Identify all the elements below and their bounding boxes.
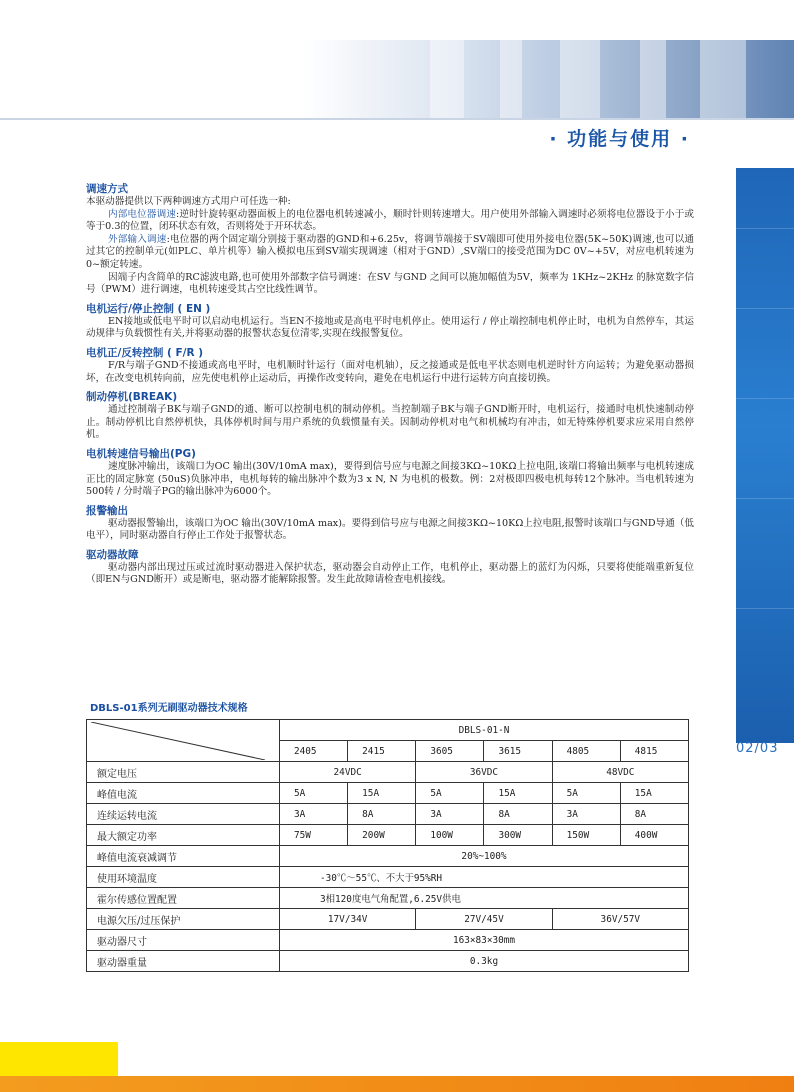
section-heading-alarm: 报警输出 bbox=[86, 504, 128, 517]
row-label: 电源欠压/过压保护 bbox=[87, 909, 280, 930]
main-content bbox=[86, 182, 694, 587]
variant-cell: 4815 bbox=[620, 741, 688, 762]
value-cell: 200W bbox=[348, 825, 416, 846]
table-row bbox=[87, 783, 689, 804]
value-cell: 8A bbox=[484, 804, 552, 825]
header-stripe bbox=[700, 40, 746, 118]
value-cell: 8A bbox=[620, 804, 688, 825]
footer-orange-bar bbox=[0, 1076, 794, 1092]
header-stripe bbox=[430, 40, 464, 118]
table-row bbox=[87, 846, 689, 867]
value-cell: 75W bbox=[280, 825, 348, 846]
fault-text: 驱动器内部出现过压或过流时驱动器进入保护状态，驱动器会自动停止工作，电机停止，驱动器上的蓝灯为闪烁，只要将使能端重新复位（即EN与GND断开）或是断电，驱动器才能解除报警。发生此故障请检查电机接线。 bbox=[86, 561, 694, 586]
internal-text: :逆时针旋转驱动器面板上的电位器电机转速减小，顺时针则转速增大。用户使用外部输入调速时必须将电位器设于小于或等于0.3的位置，闭环状态有效，否则将处于开环状态。 bbox=[86, 208, 695, 233]
value-cell: 100W bbox=[416, 825, 484, 846]
diagonal-line bbox=[91, 722, 265, 760]
table-row bbox=[87, 909, 689, 930]
value-cell: 36VDC bbox=[416, 762, 552, 783]
row-label: 峰值电流 bbox=[87, 783, 280, 804]
row-label: 驱动器重量 bbox=[87, 951, 280, 972]
table-row bbox=[87, 867, 689, 888]
table-row bbox=[87, 804, 689, 825]
value-cell: 24VDC bbox=[280, 762, 416, 783]
speed-pwm: 因端子内含简单的RC滤波电路,也可使用外部数字信号调速：在SV 与GND 之间可以施加幅值为5V，频率为 1KHz~2KHz 的脉宽数字信号（PWM）进行调速，电机转速受其占空比线性调节。 bbox=[86, 271, 694, 296]
corner-cell bbox=[87, 720, 280, 762]
section-heading-en: 电机运行/停止控制 ( EN ) bbox=[86, 302, 211, 315]
row-label: 峰值电流衰减调节 bbox=[87, 846, 280, 867]
header-stripe bbox=[500, 40, 522, 118]
header-stripe bbox=[640, 40, 666, 118]
row-label: 驱动器尺寸 bbox=[87, 930, 280, 951]
variant-cell: 3615 bbox=[484, 741, 552, 762]
fr-text: F/R与端子GND不接通或高电平时，电机顺时针运行（面对电机轴），反之接通或是低电平状态则电机逆时针方向运转；为避免驱动器损坏，在改变电机转向前，应先使电机停止运动后，再操作改变转向，避免在电机运行中进行运转方向直接切换。 bbox=[86, 359, 694, 384]
value-cell: 5A bbox=[416, 783, 484, 804]
external-text: :电位器的两个固定端分别接于驱动器的GND和+6.25v，将调节端接于SV端即可使用外接电位器(5K~50K)调速,也可以通过其它的控制单元(如PLC、单片机等）输入模拟电压到SV端实现调速（相对于GND）,SV端口的接受范围为DC 0V~+5V，对应电机转速为0~额定转速。 bbox=[86, 233, 695, 270]
table-row bbox=[87, 888, 689, 909]
value-cell: 163×83×30mm bbox=[280, 930, 689, 951]
value-cell: 15A bbox=[348, 783, 416, 804]
table-row bbox=[87, 720, 689, 741]
brake-text: 通过控制端子BK与端子GND的通、断可以控制电机的制动停机。当控制端子BK与端子GND断开时，电机运行，接通时电机快速制动停止。制动停机比自然停机快，具体停机时间与用户系统的负载惯量有关。因制动停机对电气和机械均有冲击，如无特殊停机要求应采用自然停机。 bbox=[86, 404, 694, 441]
alarm-text: 驱动器报警输出，该端口为OC 输出(30V/10mA max)。要得到信号应与电源之间接3KΩ~10KΩ上拉电阻,报警时该端口与GND导通（低电平），同时驱动器自行停止工作处于报警状态。 bbox=[86, 517, 694, 542]
value-cell: 8A bbox=[348, 804, 416, 825]
value-cell: 48VDC bbox=[552, 762, 688, 783]
table-row bbox=[87, 762, 689, 783]
internal-label: 内部电位器调速 bbox=[108, 208, 176, 220]
external-label: 外部输入调速 bbox=[108, 233, 167, 245]
variant-cell: 3605 bbox=[416, 741, 484, 762]
value-cell: 3A bbox=[416, 804, 484, 825]
model-cell: DBLS-01-N bbox=[280, 720, 689, 741]
specs-table bbox=[86, 719, 689, 972]
header-stripe bbox=[560, 40, 600, 118]
value-cell: 15A bbox=[484, 783, 552, 804]
value-cell: 20%~100% bbox=[280, 846, 689, 867]
section-heading-fault: 驱动器故障 bbox=[86, 548, 139, 561]
value-cell: 150W bbox=[552, 825, 620, 846]
footer-yellow-block bbox=[0, 1042, 118, 1076]
speed-internal bbox=[86, 209, 694, 234]
section-heading-brake: 制动停机(BREAK) bbox=[86, 391, 178, 404]
page-number: 02/03 bbox=[736, 741, 779, 756]
row-label: 连续运转电流 bbox=[87, 804, 280, 825]
speed-external bbox=[86, 234, 694, 272]
value-cell: 5A bbox=[280, 783, 348, 804]
variant-cell: 4805 bbox=[552, 741, 620, 762]
pg-text: 速度脉冲输出，该端口为OC 输出(30V/10mA max)，要得到信号应与电源之间接3KΩ~10KΩ上拉电阻,该端口将输出频率与电机转速成正比的固定脉宽 (50uS)负脉冲串，电机每转的输出脉冲个数为3 x N, N 为电机的极数。例：2对极即四极电机每转12个脉冲。当电机转速为500转 / 分时端子PG的输出脉冲为6000个。 bbox=[86, 460, 694, 498]
row-label: 额定电压 bbox=[87, 762, 280, 783]
row-label: 使用环境温度 bbox=[87, 867, 280, 888]
value-cell: 3A bbox=[280, 804, 348, 825]
table-row bbox=[87, 930, 689, 951]
section-heading-speed: 调速方式 bbox=[86, 183, 128, 195]
en-text: EN接地或低电平时可以启动电机运行。当EN不接地或是高电平时电机停止。使用运行 / 停止端控制电机停止时，电机为自然停车，其运动规律与负载惯性有关,并将驱动器的报警状态复位清零,实现在线报警复位。 bbox=[86, 315, 694, 340]
header-rule bbox=[0, 118, 794, 120]
value-cell: 0.3kg bbox=[280, 951, 689, 972]
table-row bbox=[87, 825, 689, 846]
header-banner bbox=[0, 40, 794, 118]
value-cell: 300W bbox=[484, 825, 552, 846]
value-cell: 3A bbox=[552, 804, 620, 825]
side-panel bbox=[736, 168, 794, 743]
value-cell: -30℃～55℃、不大于95%RH bbox=[280, 867, 689, 888]
row-label: 最大额定功率 bbox=[87, 825, 280, 846]
value-cell: 36V/57V bbox=[552, 909, 688, 930]
section-heading-pg: 电机转速信号输出(PG) bbox=[86, 447, 196, 460]
value-cell: 400W bbox=[620, 825, 688, 846]
section-heading-fr: 电机正/反转控制 ( F/R ) bbox=[86, 346, 203, 359]
page-title: · 功能与使用 · bbox=[549, 128, 690, 150]
specs-title: DBLS-01系列无刷驱动器技术规格 bbox=[90, 703, 248, 714]
value-cell: 17V/34V bbox=[280, 909, 416, 930]
value-cell: 27V/45V bbox=[416, 909, 552, 930]
value-cell: 3相120度电气角配置,6.25V供电 bbox=[280, 888, 689, 909]
value-cell: 5A bbox=[552, 783, 620, 804]
variant-cell: 2415 bbox=[348, 741, 416, 762]
value-cell: 15A bbox=[620, 783, 688, 804]
speed-intro: 本驱动器提供以下两种调速方式用户可任选一种: bbox=[86, 196, 291, 207]
table-row bbox=[87, 951, 689, 972]
row-label: 霍尔传感位置配置 bbox=[87, 888, 280, 909]
variant-cell: 2405 bbox=[280, 741, 348, 762]
